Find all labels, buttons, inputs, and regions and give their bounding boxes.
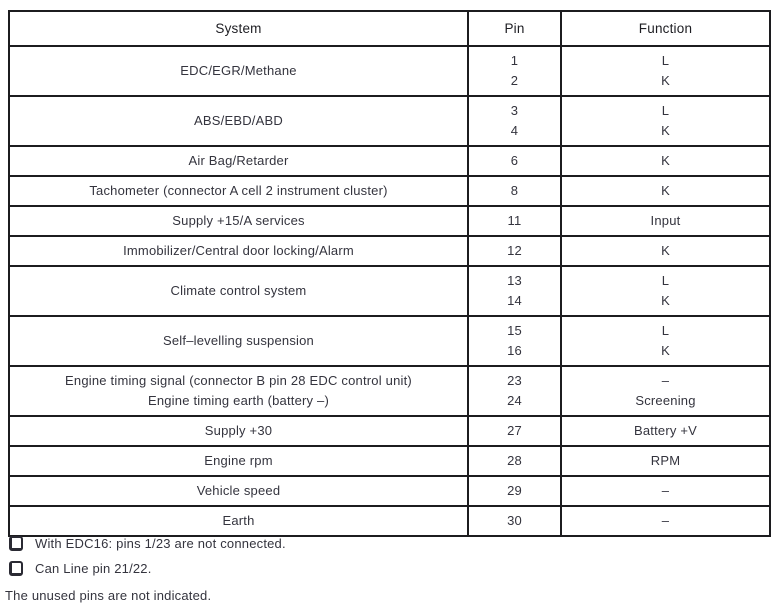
column-header-system: System [9, 11, 468, 46]
cell-pin: 29 [468, 476, 561, 506]
table-row [9, 46, 770, 96]
footnote-item [5, 561, 765, 576]
table-row [9, 446, 770, 476]
cell-system: Tachometer (connector A cell 2 instrument cluster) [9, 176, 468, 206]
cell-function: K [561, 176, 770, 206]
cell-function: L K [561, 266, 770, 316]
cell-function: – [561, 506, 770, 536]
table-row [9, 206, 770, 236]
cell-pin: 12 [468, 236, 561, 266]
table-body [9, 46, 770, 536]
column-header-pin: Pin [468, 11, 561, 46]
table-row [9, 266, 770, 316]
cell-system: Engine timing signal (connector B pin 28 EDC control unit) Engine timing earth (battery –) [9, 366, 468, 416]
checkbox-icon [9, 536, 23, 551]
cell-pin: 11 [468, 206, 561, 236]
table-row [9, 146, 770, 176]
checkbox-icon [9, 561, 23, 576]
cell-pin: 15 16 [468, 316, 561, 366]
cell-pin: 23 24 [468, 366, 561, 416]
footnotes [5, 536, 765, 604]
cell-function: Battery +V [561, 416, 770, 446]
table-row [9, 366, 770, 416]
footnote-plain-text: The unused pins are not indicated. [5, 588, 212, 603]
cell-system: Immobilizer/Central door locking/Alarm [9, 236, 468, 266]
cell-pin: 3 4 [468, 96, 561, 146]
cell-pin: 30 [468, 506, 561, 536]
footnote-text: With EDC16: pins 1/23 are not connected. [35, 536, 286, 551]
cell-function: L K [561, 96, 770, 146]
cell-function: K [561, 236, 770, 266]
cell-function: RPM [561, 446, 770, 476]
table-row [9, 476, 770, 506]
pin-function-table [8, 10, 771, 537]
cell-system: Earth [9, 506, 468, 536]
cell-system: Self–levelling suspension [9, 316, 468, 366]
cell-pin: 27 [468, 416, 561, 446]
column-header-function: Function [561, 11, 770, 46]
cell-function: K [561, 146, 770, 176]
footnote-item [5, 536, 765, 551]
table-row [9, 316, 770, 366]
cell-function: – [561, 476, 770, 506]
cell-system: Supply +30 [9, 416, 468, 446]
cell-pin: 1 2 [468, 46, 561, 96]
cell-function: L K [561, 316, 770, 366]
cell-system: Vehicle speed [9, 476, 468, 506]
cell-system: Air Bag/Retarder [9, 146, 468, 176]
cell-pin: 8 [468, 176, 561, 206]
cell-system: EDC/EGR/Methane [9, 46, 468, 96]
table-header [9, 11, 770, 46]
table-row [9, 506, 770, 536]
cell-function: – Screening [561, 366, 770, 416]
footnote-text: Can Line pin 21/22. [35, 561, 152, 576]
header-row [9, 11, 770, 46]
table-row [9, 176, 770, 206]
cell-pin: 6 [468, 146, 561, 176]
cell-pin: 13 14 [468, 266, 561, 316]
table-row [9, 96, 770, 146]
cell-system: Engine rpm [9, 446, 468, 476]
table-row [9, 416, 770, 446]
cell-function: L K [561, 46, 770, 96]
cell-system: Climate control system [9, 266, 468, 316]
cell-pin: 28 [468, 446, 561, 476]
table-row [9, 236, 770, 266]
cell-function: Input [561, 206, 770, 236]
cell-system: ABS/EBD/ABD [9, 96, 468, 146]
cell-system: Supply +15/A services [9, 206, 468, 236]
